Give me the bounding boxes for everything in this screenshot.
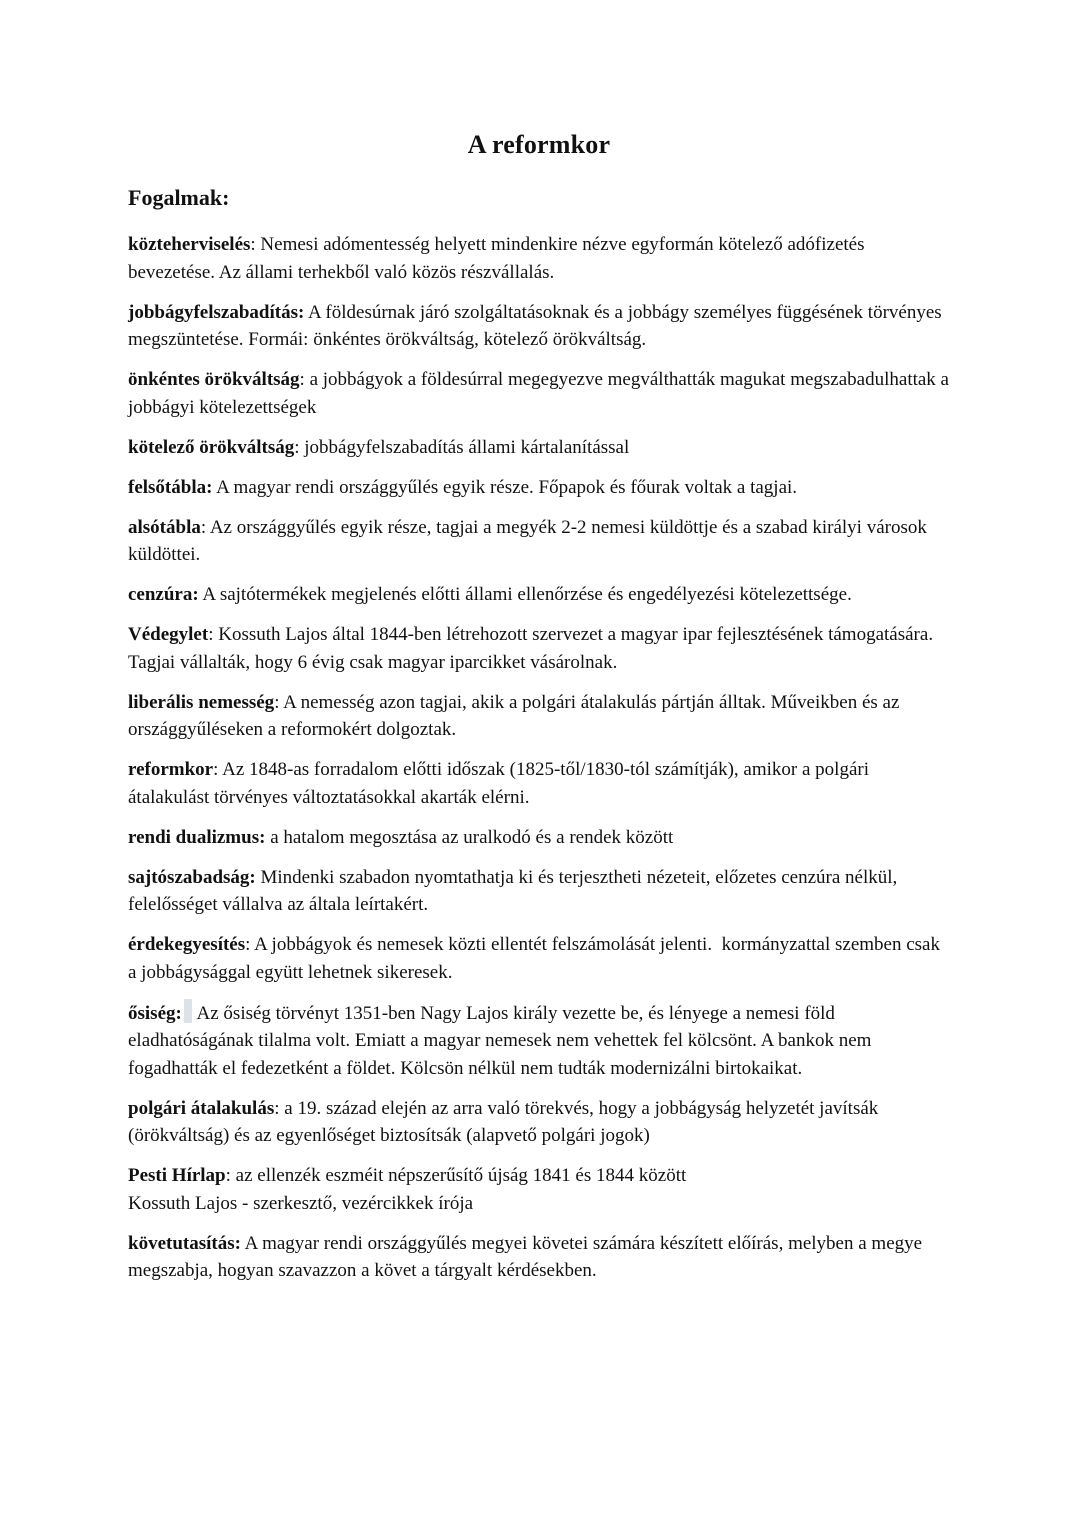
definition-paragraph: [128, 514, 950, 569]
definition-paragraph: [128, 999, 950, 1083]
definition-term: rendi dualizmus:: [128, 826, 266, 848]
definition-paragraph: [128, 581, 950, 609]
definition-term: Pesti Hírlap: [128, 1165, 226, 1186]
definition-paragraph: [128, 756, 950, 811]
definition-paragraph: [128, 689, 950, 744]
definition-text: A magyar rendi országgyűlés egyik része. Főpapok és főurak voltak a tagjai.: [212, 476, 798, 498]
definition-text: : Az 1848-as forradalom előtti időszak (1825-től/1830-tól számítják), amikor a polgári átalakulást törvényes változtatásokkal akarták elérni.: [128, 759, 874, 808]
definition-text: : Kossuth Lajos által 1844-ben létrehozott szervezet a magyar ipar fejlesztésének támogatására. Tagjai vállalták, hogy 6 évig csak magyar iparcikket vásárolnak.: [128, 624, 938, 673]
definition-text: : a 19. század elején az arra való törekvés, hogy a jobbágyság helyzetét javítsák (örökváltság) és az egyenlőséget biztosítsák (alapvető polgári jogok): [128, 1097, 884, 1146]
definition-term: ősiség:: [128, 1002, 182, 1024]
definition-text: : A jobbágyok és nemesek közti ellentét felszámolását jelenti. kormányzattal szemben csak a jobbágysággal együtt lehetnek sikeresek.: [128, 934, 945, 983]
definition-paragraph: [128, 366, 954, 421]
definition-text: A magyar rendi országgyűlés megyei követei számára készített előírás, melyben a megye megszabja, hogyan szavazzon a követ a tárgyalt kérdésekben.: [128, 1232, 927, 1281]
definition-paragraph: [128, 434, 950, 462]
definition-term: érdekegyesítés: [128, 934, 246, 955]
definition-term: követutasítás:: [128, 1232, 241, 1254]
definition-text-line2: Kossuth Lajos - szerkesztő, vezércikkek írója: [128, 1192, 474, 1214]
definition-term: jobbágyfelszabadítás:: [128, 301, 305, 323]
definition-text: A földesúrnak járó szolgáltatásoknak és a jobbágy személyes függésének törvényes megszüntetése. Formái: önkéntes örökváltság, kötelező örökváltság.: [128, 301, 947, 350]
definition-paragraph: [128, 824, 950, 852]
definition-text: : jobbágyfelszabadítás állami kártalanítással: [294, 436, 630, 458]
definition-text: : a jobbágyok a földesúrral megegyezve megválthatták magukat megszabadulhattak a jobbágyi kötelezettségek: [128, 369, 954, 418]
definition-term: alsótábla: [128, 516, 201, 538]
definition-text: A sajtótermékek megjelenés előtti állami ellenőrzése és engedélyezési kötelezettsége.: [198, 584, 852, 605]
definition-paragraph: [128, 231, 950, 286]
definitions-list: [128, 231, 954, 1285]
section-heading: Fogalmak:: [128, 185, 230, 210]
definition-text: : Az országgyűlés egyik része, tagjai a megyék 2-2 nemesi küldöttje és a szabad királyi városok küldöttei.: [128, 516, 932, 565]
definition-paragraph: [128, 1095, 950, 1150]
definition-term: reformkor: [128, 759, 214, 780]
text-cursor-artifact: [184, 999, 192, 1023]
definition-term: cenzúra:: [128, 584, 199, 605]
definition-term: közteherviselés: [128, 234, 251, 255]
definition-paragraph: [128, 474, 950, 502]
definition-text: a hatalom megosztása az uralkodó és a rendek között: [265, 826, 674, 848]
definition-term: kötelező örökváltság: [128, 436, 295, 458]
definition-term: önkéntes örökváltság: [128, 369, 300, 390]
definition-term: Védegylet: [128, 624, 209, 645]
page-title: A reformkor: [467, 130, 611, 159]
definition-paragraph: [128, 1162, 950, 1217]
definition-paragraph: [128, 299, 950, 354]
definition-paragraph: [128, 931, 950, 986]
definition-text: : az ellenzék eszméit népszerűsítő újság 1841 és 1844 között: [225, 1165, 687, 1186]
definition-term: felsőtábla:: [128, 476, 213, 498]
definition-text: Az ősiség törvényt 1351-ben Nagy Lajos király vezette be, és lényege a nemesi föld eladhatóságának tilalma volt. Emiatt a magyar nemesek nem vehettek fel kölcsönt. A bankok nem fogadhatták el fedezetként a földet. Kölcsön nélkül nem tudták modernizálni birtokaikat.: [128, 1002, 877, 1079]
definition-term: liberális nemesség: [128, 691, 275, 713]
definition-paragraph: [128, 621, 950, 676]
definition-term: polgári átalakulás: [128, 1097, 275, 1119]
definition-text: : A nemesség azon tagjai, akik a polgári átalakulás pártján álltak. Műveikben és az országgyűléseken a reformokért dolgoztak.: [128, 691, 905, 740]
definition-term: sajtószabadság:: [128, 866, 256, 888]
definition-paragraph: [128, 1230, 950, 1285]
definition-text: : Nemesi adómentesség helyett mindenkire nézve egyformán kötelező adófizetés bevezetése. Az állami terhekből való közös részvállalás.: [128, 234, 870, 283]
definition-text: Mindenki szabadon nyomtathatja ki és terjesztheti nézeteit, előzetes cenzúra nélkül, felelősséget vállalva az általa leírtakért.: [128, 866, 903, 915]
definition-paragraph: [128, 864, 950, 919]
